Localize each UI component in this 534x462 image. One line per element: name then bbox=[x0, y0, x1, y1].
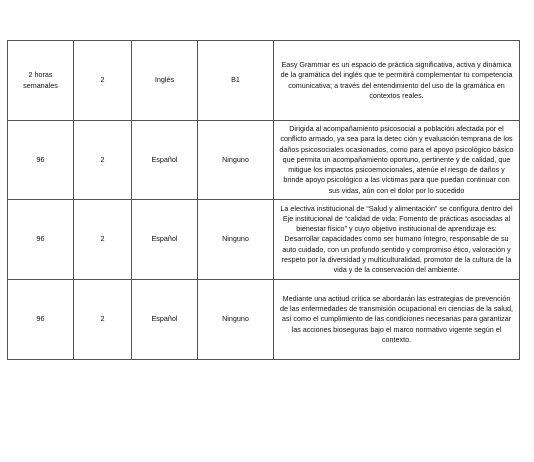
table-row bbox=[8, 280, 520, 360]
credits-cell: 2 bbox=[74, 280, 132, 360]
credits-cell: 2 bbox=[74, 41, 132, 121]
language-cell: Español bbox=[132, 200, 198, 280]
prerequisite-cell: B1 bbox=[198, 41, 274, 121]
prerequisite-cell: Ninguno bbox=[198, 280, 274, 360]
hours-cell: 96 bbox=[8, 280, 74, 360]
credits-cell: 2 bbox=[74, 200, 132, 280]
hours-cell: 96 bbox=[8, 200, 74, 280]
hours-cell: 96 bbox=[8, 121, 74, 200]
description-cell: La electiva institucional de “Salud y alimentación” se configura dentro del Eje institucional de “calidad de vida: Fomento de prácticas asociadas al bienestar físico” y cuyo objetivo institucional de aprendizaje es: Desarrollar capacidades como ser humano íntegro, responsable de su auto cuidado, con un profundo sentido y compromiso ético, valoración y respeto por la diversidad y multiculturalidad, promotor de la cultura de la vida y de la conservación del ambiente. bbox=[274, 200, 520, 280]
table-row bbox=[8, 41, 520, 121]
language-cell: Español bbox=[132, 280, 198, 360]
prerequisite-cell: Ninguno bbox=[198, 121, 274, 200]
description-cell: Dirigida al acompañamiento psicosocial a población afectada por el conflicto armado, ya sea para la detec ción y evaluación temprana de los daños psicosociales ocasionados, como para el apoyo psicológico básico que permita un acompañamiento oportuno, pertinente y de calidad, que mitigue los impactos psicoemocionales, atenúe el riesgo de daños y brinde apoyo psicológico a las víctimas para que puedan continuar con sus vidas, aún con el dolor por lo sucedido bbox=[274, 121, 520, 200]
description-cell: Easy Grammar es un espacio de práctica significativa, activa y dinámica de la gramática del inglés que te permitirá complementar tu competencia comunicativa; a través del entendimiento del uso de la gramática en contextos reales. bbox=[274, 41, 520, 121]
language-cell: Español bbox=[132, 121, 198, 200]
prerequisite-cell: Ninguno bbox=[198, 200, 274, 280]
table-row bbox=[8, 121, 520, 200]
table-row bbox=[8, 200, 520, 280]
credits-cell: 2 bbox=[74, 121, 132, 200]
hours-cell: 2 horas semanales bbox=[8, 41, 74, 121]
description-cell: Mediante una actitud crítica se abordarán las estrategias de prevención de las enfermedades de transmisión ocupacional en ciencias de la salud, así como el cumplimiento de las condiciones necesarias para garantizar las acciones bioseguras bajo el marco normativo vigente según el contexto. bbox=[274, 280, 520, 360]
language-cell: Inglés bbox=[132, 41, 198, 121]
electives-table bbox=[7, 40, 520, 360]
